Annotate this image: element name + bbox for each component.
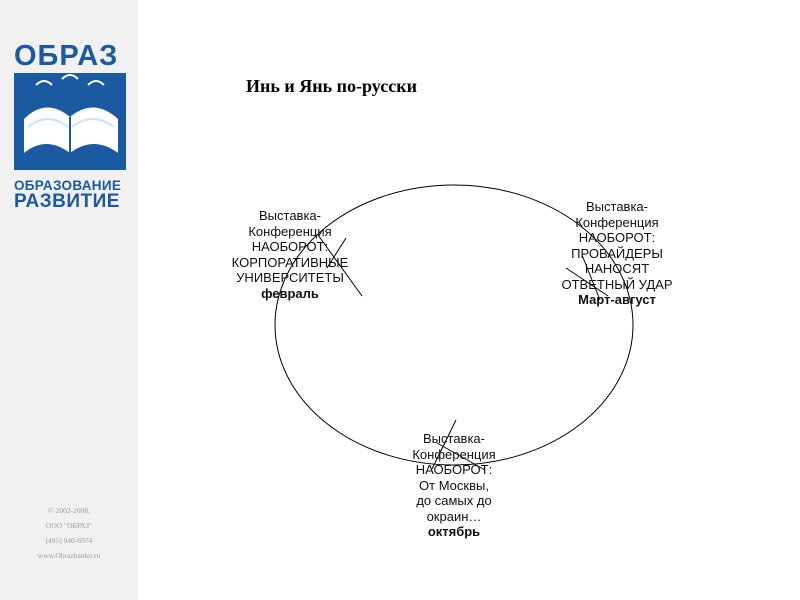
- event-line: УНИВЕРСИТЕТЫ: [236, 270, 344, 285]
- event-line: НАОБОРОТ:: [415, 462, 493, 477]
- event-line: ОТВЕТНЫЙ УДАР: [561, 276, 673, 292]
- brand-name: ОБРАЗ: [14, 40, 119, 72]
- event-line: окраин…: [426, 508, 482, 524]
- event-line: НАОБОРОТ:: [578, 230, 656, 245]
- event-line: ПРОВАЙДЕРЫ: [571, 245, 663, 261]
- event-line: Выставка-: [586, 199, 648, 214]
- website-link[interactable]: www.Obrazbanko.ru: [37, 551, 101, 560]
- event-block-october: [374, 431, 534, 540]
- event-period: Март-август: [578, 292, 656, 307]
- event-line: От Москвы,: [419, 477, 489, 493]
- event-line: НАОБОРОТ:: [251, 239, 329, 254]
- event-line: КОРПОРАТИВНЫЕ: [231, 254, 349, 270]
- copyright: © 2002-2008,: [48, 506, 90, 515]
- event-line: Выставка-: [423, 431, 485, 446]
- phone: (495) 940-6974: [45, 536, 93, 545]
- event-line: НАНОСЯТ: [584, 261, 650, 276]
- event-line: Выставка-: [259, 208, 321, 223]
- event-period: октябрь: [427, 524, 481, 539]
- tagline-development: РАЗВИТИЕ: [14, 191, 120, 212]
- event-block-march-august: [537, 199, 697, 308]
- slide-title: Инь и Янь по-русски: [246, 76, 417, 96]
- company-name: ООО "ОБРАЗ": [45, 521, 93, 530]
- event-line: Конференция: [412, 446, 496, 462]
- tagline-education: ОБРАЗОВАНИЕ: [14, 178, 122, 193]
- event-line: Конференция: [575, 214, 659, 230]
- event-line: до самых до: [416, 493, 492, 508]
- event-block-february: [210, 208, 370, 301]
- event-line: Конференция: [248, 223, 332, 239]
- event-period: февраль: [261, 285, 319, 301]
